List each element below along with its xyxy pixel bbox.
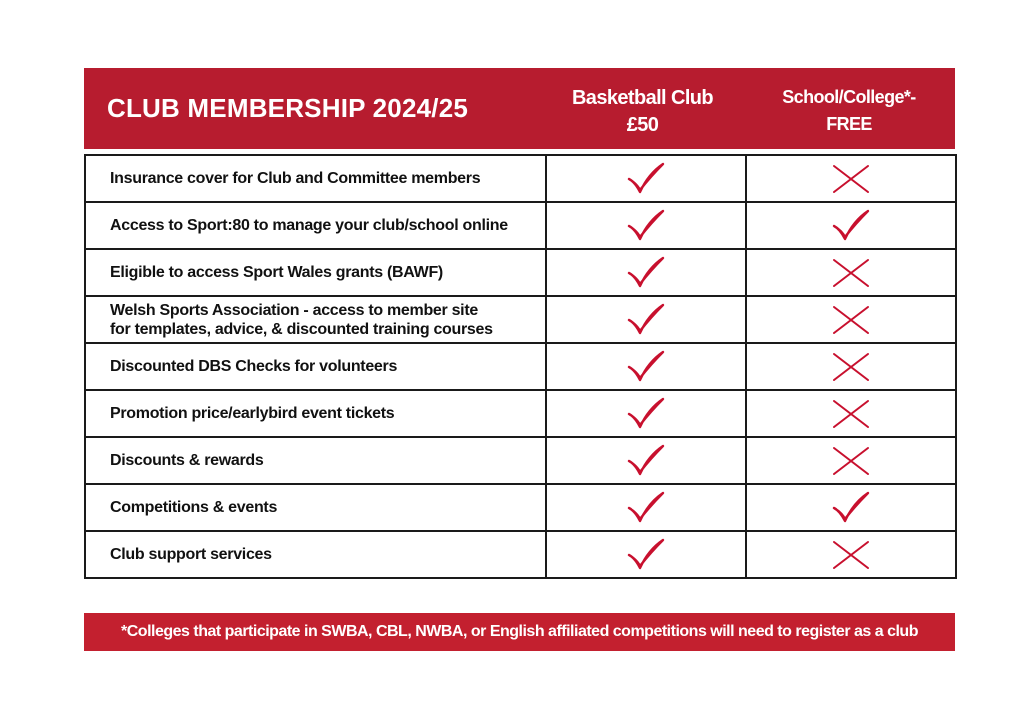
club-availability-cell — [546, 249, 746, 296]
table-row — [85, 531, 956, 578]
feature-label: Insurance cover for Club and Committee members — [85, 155, 546, 202]
column-header-school-name: School/College*- — [782, 87, 916, 107]
club-availability-cell — [546, 484, 746, 531]
check-icon — [626, 546, 666, 563]
cross-icon — [831, 405, 871, 422]
table-row — [85, 202, 956, 249]
cross-icon — [831, 546, 871, 563]
cross-icon — [831, 358, 871, 375]
feature-label: Promotion price/earlybird event tickets — [85, 390, 546, 437]
cross-icon — [831, 452, 871, 469]
school-availability-cell — [746, 343, 956, 390]
school-availability-cell — [746, 531, 956, 578]
table-row — [85, 155, 956, 202]
school-availability-cell — [746, 437, 956, 484]
check-icon — [626, 311, 666, 328]
school-availability-cell — [746, 390, 956, 437]
school-availability-cell — [746, 202, 956, 249]
table-row — [85, 343, 956, 390]
table-body — [85, 155, 956, 578]
school-availability-cell — [746, 249, 956, 296]
table-row — [85, 390, 956, 437]
check-icon — [626, 452, 666, 469]
check-icon — [626, 217, 666, 234]
column-header-school-college — [766, 84, 932, 138]
cross-icon — [831, 170, 871, 187]
club-availability-cell — [546, 437, 746, 484]
cross-icon — [831, 264, 871, 281]
school-availability-cell — [746, 484, 956, 531]
table-row — [85, 296, 956, 343]
club-availability-cell — [546, 296, 746, 343]
club-availability-cell — [546, 390, 746, 437]
table-row — [85, 484, 956, 531]
school-availability-cell — [746, 296, 956, 343]
club-availability-cell — [546, 155, 746, 202]
school-availability-cell — [746, 155, 956, 202]
feature-label: Welsh Sports Association - access to member site for templates, advice, & discounted training courses — [85, 296, 546, 343]
feature-label: Discounted DBS Checks for volunteers — [85, 343, 546, 390]
feature-label: Access to Sport:80 to manage your club/school online — [85, 202, 546, 249]
footer-note: *Colleges that participate in SWBA, CBL, NWBA, or English affiliated competitions will need to register as a club — [84, 613, 955, 651]
check-icon — [831, 499, 871, 516]
club-availability-cell — [546, 531, 746, 578]
check-icon — [626, 264, 666, 281]
check-icon — [626, 170, 666, 187]
column-header-club-name: Basketball Club — [571, 87, 714, 109]
membership-comparison-table — [84, 154, 957, 579]
feature-label: Competitions & events — [85, 484, 546, 531]
feature-label: Discounts & rewards — [85, 437, 546, 484]
club-availability-cell — [546, 202, 746, 249]
check-icon — [626, 499, 666, 516]
feature-label: Club support services — [85, 531, 546, 578]
page-title: CLUB MEMBERSHIP 2024/25 — [107, 93, 469, 123]
membership-header — [84, 68, 955, 149]
check-icon — [626, 405, 666, 422]
table-row — [85, 249, 956, 296]
table-row — [85, 437, 956, 484]
column-header-club-price: £50 — [626, 114, 659, 136]
feature-label: Eligible to access Sport Wales grants (BAWF) — [85, 249, 546, 296]
column-header-basketball-club — [554, 85, 731, 139]
cross-icon — [831, 311, 871, 328]
club-availability-cell — [546, 343, 746, 390]
check-icon — [831, 217, 871, 234]
column-header-school-price: FREE — [826, 114, 872, 134]
check-icon — [626, 358, 666, 375]
